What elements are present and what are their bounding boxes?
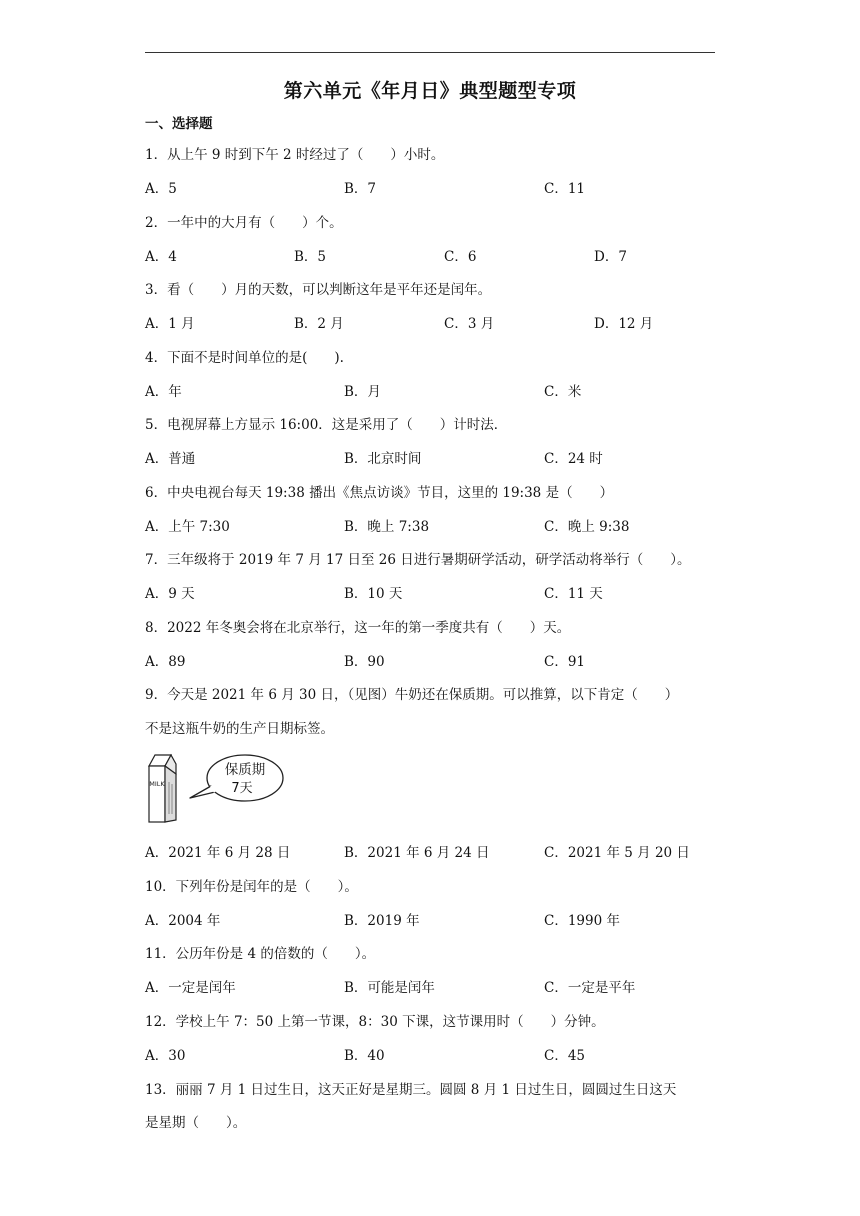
question-13: 13．丽丽 7 月 1 日过生日，这天正好是星期三。圆圆 8 月 1 日过生日，圆圆过生日这天 — [145, 1082, 677, 1098]
milk-carton-figure — [145, 752, 287, 824]
question-6: 6．中央电视台每天 19:38 播出《焦点访谈》节目，这里的 19:38 是（ ） — [145, 485, 614, 501]
bubble-line-1: 保质期 — [224, 762, 266, 778]
section-title: 一、选择题 — [145, 116, 213, 132]
q12-option-a[interactable]: A．30 — [145, 1048, 186, 1064]
q3-option-b[interactable]: B．2 月 — [294, 316, 344, 332]
q3-option-d[interactable]: D．12 月 — [594, 316, 654, 332]
q11-option-c[interactable]: C．一定是平年 — [544, 980, 636, 996]
q2-option-d[interactable]: D．7 — [594, 249, 627, 265]
q10-option-b[interactable]: B．2019 年 — [344, 913, 420, 929]
q12-option-c[interactable]: C．45 — [544, 1048, 586, 1064]
q6-option-a[interactable]: A．上午 7:30 — [145, 519, 230, 535]
q1-option-a[interactable]: A．5 — [145, 181, 177, 197]
question-11: 11．公历年份是 4 的倍数的（ ）。 — [145, 946, 376, 962]
q4-option-c[interactable]: C．米 — [544, 384, 582, 400]
q6-option-c[interactable]: C．晚上 9:38 — [544, 519, 630, 535]
q7-option-c[interactable]: C．11 天 — [544, 586, 603, 602]
q9-option-b[interactable]: B．2021 年 6 月 24 日 — [344, 845, 490, 861]
speech-bubble — [190, 755, 283, 801]
carton-label: MILK — [149, 780, 165, 788]
q3-option-c[interactable]: C．3 月 — [444, 316, 495, 332]
q3-option-a[interactable]: A．1 月 — [145, 316, 195, 332]
q11-option-a[interactable]: A．一定是闰年 — [145, 980, 236, 996]
q7-option-b[interactable]: B．10 天 — [344, 586, 403, 602]
question-12: 12．学校上午 7：50 上第一节课，8：30 下课，这节课用时（ ）分钟。 — [145, 1014, 605, 1030]
q2-option-b[interactable]: B．5 — [294, 249, 327, 265]
question-10: 10．下列年份是闰年的是（ ）。 — [145, 879, 358, 895]
q9-option-a[interactable]: A．2021 年 6 月 28 日 — [145, 845, 291, 861]
q10-option-c[interactable]: C．1990 年 — [544, 913, 620, 929]
question-1: 1．从上午 9 时到下午 2 时经过了（ ）小时。 — [145, 147, 445, 163]
question-13-line2: 是星期（ ）。 — [145, 1115, 247, 1131]
q5-option-b[interactable]: B．北京时间 — [344, 451, 422, 467]
question-3: 3．看（ ）月的天数，可以判断这年是平年还是闰年。 — [145, 282, 492, 298]
question-9-line2: 不是这瓶牛奶的生产日期标签。 — [145, 721, 334, 737]
q2-option-a[interactable]: A．4 — [145, 249, 177, 265]
q7-option-a[interactable]: A．9 天 — [145, 586, 195, 602]
q12-option-b[interactable]: B．40 — [344, 1048, 385, 1064]
question-8: 8．2022 年冬奥会将在北京举行，这一年的第一季度共有（ ）天。 — [145, 620, 571, 636]
q1-option-c[interactable]: C．11 — [544, 181, 586, 197]
q8-option-b[interactable]: B．90 — [344, 654, 385, 670]
q5-option-c[interactable]: C．24 时 — [544, 451, 603, 467]
question-7: 7．三年级将于 2019 年 7 月 17 日至 26 日进行暑期研学活动，研学活动将举行（ ）。 — [145, 552, 691, 568]
q4-option-a[interactable]: A．年 — [145, 384, 182, 400]
milk-carton-icon — [149, 755, 176, 822]
q8-option-c[interactable]: C．91 — [544, 654, 586, 670]
q4-option-b[interactable]: B．月 — [344, 384, 381, 400]
q6-option-b[interactable]: B．晚上 7:38 — [344, 519, 430, 535]
q5-option-a[interactable]: A．普通 — [145, 451, 196, 467]
header-rule — [145, 52, 715, 53]
q1-option-b[interactable]: B．7 — [344, 181, 377, 197]
question-2: 2．一年中的大月有（ ）个。 — [145, 215, 343, 231]
q9-option-c[interactable]: C．2021 年 5 月 20 日 — [544, 845, 690, 861]
q2-option-c[interactable]: C．6 — [444, 249, 477, 265]
question-9: 9．今天是 2021 年 6 月 30 日，（见图）牛奶还在保质期。可以推算，以下肯定（ ） — [145, 687, 679, 703]
q10-option-a[interactable]: A．2004 年 — [145, 913, 221, 929]
question-5: 5．电视屏幕上方显示 16:00．这是采用了（ ）计时法． — [145, 417, 508, 433]
q11-option-b[interactable]: B．可能是闰年 — [344, 980, 435, 996]
q8-option-a[interactable]: A．89 — [145, 654, 186, 670]
page-title: 第六单元《年月日》典型题型专项 — [283, 80, 577, 102]
question-4: 4．下面不是时间单位的是( ). — [145, 350, 344, 366]
bubble-line-2: 7天 — [231, 781, 253, 796]
